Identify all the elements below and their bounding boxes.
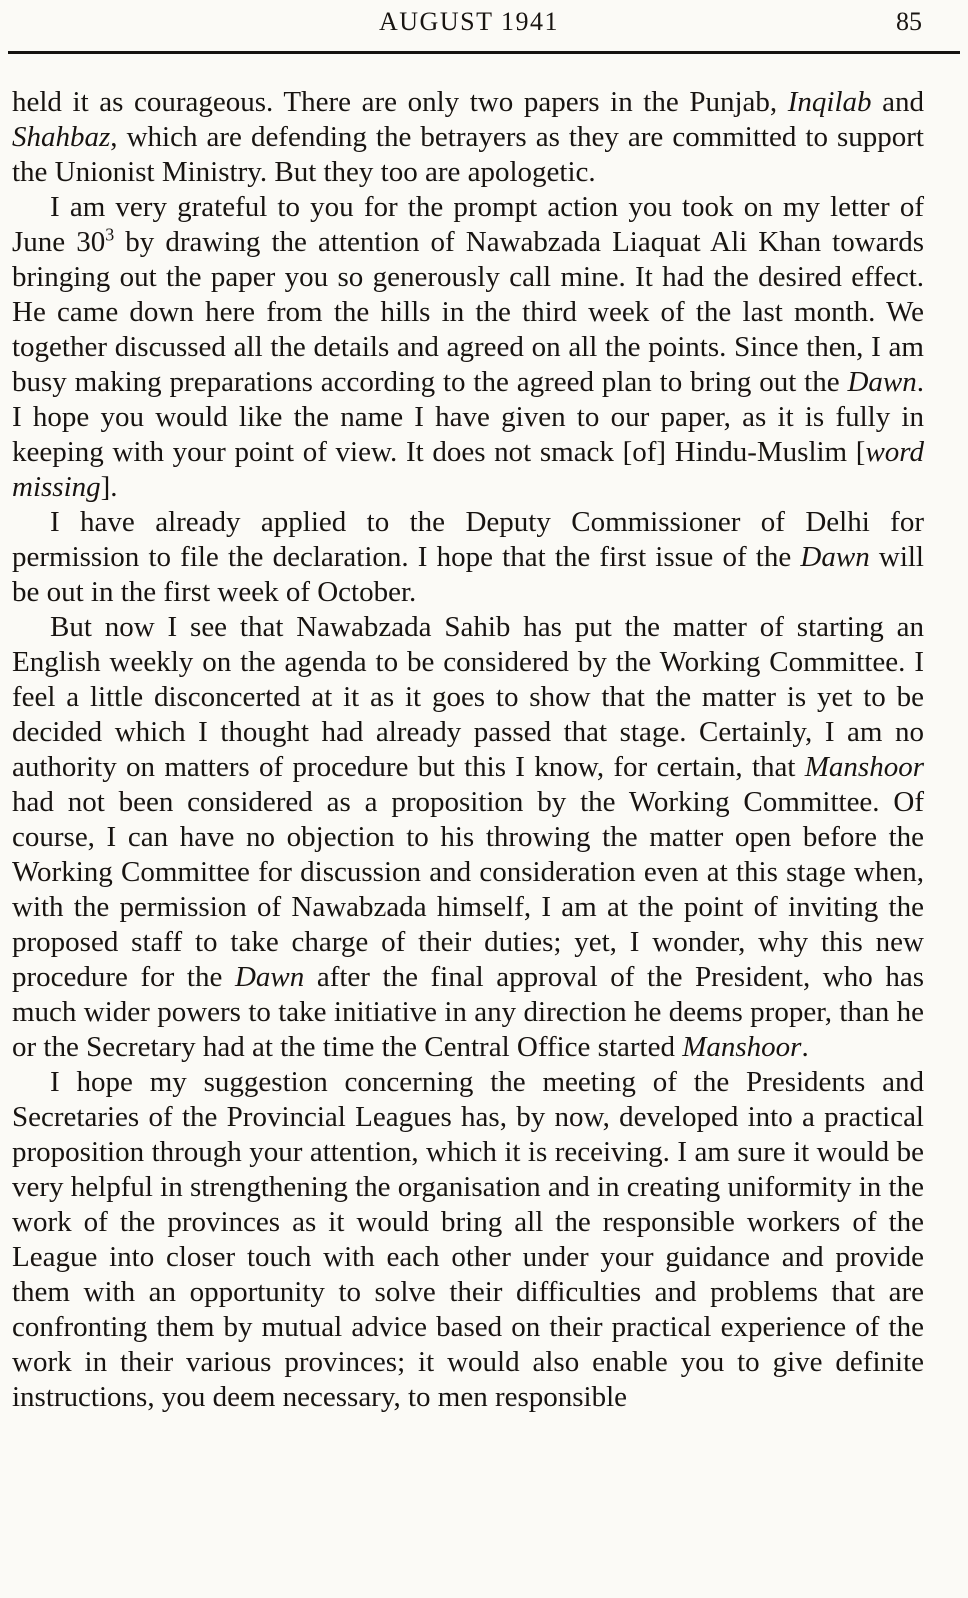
letter-body: [12, 85, 924, 1415]
italic-text-run: word missing: [12, 436, 924, 503]
running-head: AUGUST 1941: [379, 7, 559, 36]
paragraph: [12, 190, 924, 505]
page-header: [0, 0, 968, 51]
page-number: 85: [896, 7, 922, 36]
italic-text-run: Manshoor: [804, 751, 924, 783]
footnote-marker: 3: [105, 224, 115, 245]
text-run: . I hope you would like the name I have given to our paper, as it is fully in keeping with your point of view. It does not smack [of] Hindu-Muslim [: [12, 366, 924, 468]
paragraph: [12, 85, 924, 190]
italic-text-run: Manshoor: [682, 1031, 802, 1063]
paragraph: [12, 610, 924, 1065]
text-run: had not been considered as a proposition by the Working Committee. Of course, I can have no objection to his throwing the matter open before the Working Committee for discussion and consideration even at this stage when, with the permission of Nawabzada himself, I am at the point of inviting the proposed staff to take charge of their duties; yet, I wonder, why this new procedure for the: [12, 786, 924, 993]
text-run: held it as courageous. There are only two papers in the Punjab,: [12, 86, 788, 118]
text-run: after the final approval of the President, who has much wider powers to take initiative in any direction he deems proper, than he or the Secretary had at the time the Central Office started: [12, 961, 924, 1063]
header-rule: [8, 51, 960, 54]
text-run: will be out in the first week of October.: [12, 541, 924, 608]
italic-text-run: Shahbaz: [12, 121, 111, 153]
text-run: I am very grateful to you for the prompt action you took on my letter of June 30: [12, 191, 924, 258]
text-run: by drawing the attention of Nawabzada Liaquat Ali Khan towards bringing out the paper you so generously call mine. It had the desired effect. He came down here from the hills in the third week of the last month. We together discussed all the details and agreed on all the points. Since then, I am busy making preparations according to the agreed plan to bring out the: [12, 226, 924, 398]
italic-text-run: Dawn: [234, 961, 305, 993]
italic-text-run: Inqilab: [787, 86, 872, 118]
paragraph: [12, 1065, 924, 1415]
text-run: I have already applied to the Deputy Commissioner of Delhi for permission to file the declaration. I hope that the first issue of the: [12, 506, 924, 573]
text-run: and: [871, 86, 924, 118]
text-run: .: [801, 1031, 809, 1063]
text-run: ].: [100, 471, 118, 503]
text-run: But now I see that Nawabzada Sahib has put the matter of starting an English weekly on the agenda to be considered by the Working Committee. I feel a little disconcerted at it as it goes to show that the matter is yet to be decided which I thought had already passed that stage. Certainly, I am no authority on matters of procedure but this I know, for certain, that: [12, 611, 924, 783]
text-run: I hope my suggestion concerning the meeting of the Presidents and Secretaries of the Provincial Leagues has, by now, developed into a practical proposition through your attention, which it is receiving. I am sure it would be very helpful in strengthening the organisation and in creating uniformity in the work of the provinces as it would bring all the responsible workers of the League into closer touch with each other under your guidance and provide them with an opportunity to solve their difficulties and problems that are confronting them by mutual advice based on their practical experience of the work in their various provinces; it would also enable you to give definite instructions, you deem necessary, to men responsible: [12, 1066, 924, 1413]
paragraph: [12, 505, 924, 610]
text-run: , which are defending the betrayers as they are committed to support the Unionist Ministry. But they too are apologetic.: [12, 121, 924, 188]
italic-text-run: Dawn: [847, 366, 917, 398]
italic-text-run: Dawn: [800, 541, 870, 573]
